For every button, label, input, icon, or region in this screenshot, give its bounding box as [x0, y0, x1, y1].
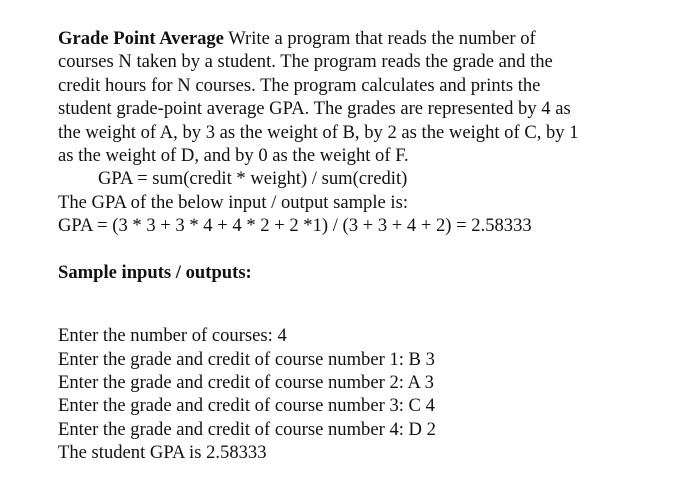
sample-output-line: Enter the number of courses: 4	[58, 325, 287, 347]
example-calculation: GPA = (3 * 3 + 3 * 4 + 4 * 2 + 2 *1) / (3 + 3 + 4 + 2) = 2.58333	[58, 215, 532, 237]
sample-heading: Sample inputs / outputs:	[58, 261, 252, 283]
sample-output-line: Enter the grade and credit of course number 3: C 4	[58, 395, 435, 417]
sample-output-line: Enter the grade and credit of course number 2: A 3	[58, 372, 434, 394]
spacer	[58, 284, 688, 324]
sample-output-line: The student GPA is 2.58333	[58, 442, 267, 464]
document-page	[58, 27, 688, 465]
problem-title: Grade Point Average	[58, 28, 224, 49]
problem-text-line: the weight of A, by 3 as the weight of B, by 2 as the weight of C, by 1	[58, 121, 579, 143]
sample-output-line: Enter the grade and credit of course number 1: B 3	[58, 348, 435, 370]
sample-output-line: Enter the grade and credit of course number 4: D 2	[58, 418, 436, 440]
problem-text-line: student grade-point average GPA. The grades are represented by 4 as	[58, 98, 571, 120]
problem-text-line: courses N taken by a student. The program reads the grade and the	[58, 51, 553, 73]
problem-first-line	[58, 27, 688, 50]
spacer	[58, 238, 688, 261]
problem-text-line: credit hours for N courses. The program calculates and prints the	[58, 74, 541, 96]
problem-text-line: as the weight of D, and by 0 as the weight of F.	[58, 144, 409, 166]
gpa-formula: GPA = sum(credit * weight) / sum(credit)	[98, 168, 408, 190]
example-intro: The GPA of the below input / output sample is:	[58, 191, 408, 213]
problem-intro: Write a program that reads the number of	[223, 28, 536, 49]
